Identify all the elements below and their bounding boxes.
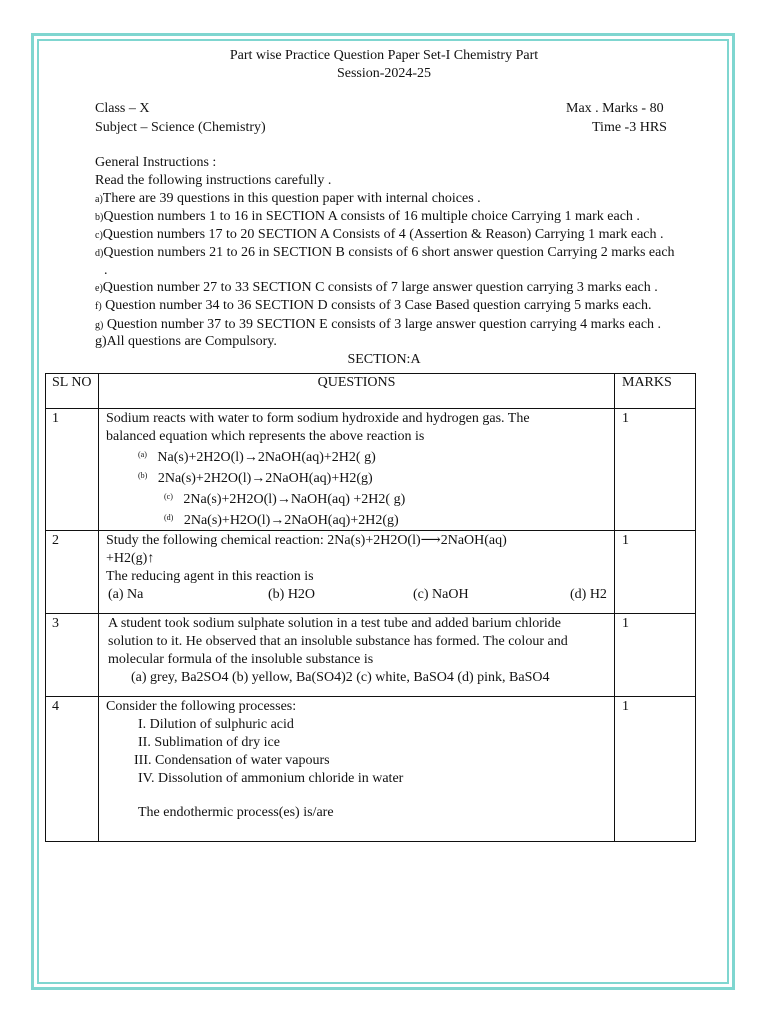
instruction-item (95, 208, 640, 227)
row-sl-no: 2 (46, 531, 99, 614)
class-label: Class – X (95, 101, 150, 116)
question-text: A student took sodium sulphate solution in a test tube and added barium chloride (108, 616, 561, 631)
question-cell (99, 531, 615, 614)
table-row (46, 697, 696, 842)
instruction-text: Question numbers 21 to 26 in SECTION B consists of 6 short answer question Carrying 2 marks each (103, 245, 675, 260)
header-questions: QUESTIONS (99, 374, 615, 409)
instruction-text: Question number 34 to 36 SECTION D consists of 3 Case Based question carrying 5 marks each. (101, 298, 652, 313)
instruction-text: There are 39 questions in this question paper with internal choices . (102, 191, 481, 206)
option-c: (c) NaOH (413, 587, 469, 602)
instructions-intro: Read the following instructions carefully . (95, 173, 332, 188)
question-cell (99, 614, 615, 697)
instruction-continuation: . (104, 263, 108, 278)
paper-title: Part wise Practice Question Paper Set-I Chemistry Part (229, 48, 539, 63)
option-a: (a) Na (108, 587, 144, 602)
process-item: IV. Dissolution of ammonium chloride in water (138, 771, 404, 786)
question-text: +H2(g)↑ (106, 551, 155, 566)
question-text: molecular formula of the insoluble substance is (108, 652, 374, 667)
question-text: Consider the following processes: (106, 699, 297, 714)
process-item: III. Condensation of water vapours (134, 753, 330, 768)
instruction-label: c) (95, 230, 103, 241)
instruction-text: Question numbers 17 to 20 SECTION A Consists of 4 (Assertion & Reason) Carrying 1 mark each . (102, 227, 664, 242)
table-row (46, 409, 696, 531)
instruction-label: d) (95, 248, 104, 259)
instruction-item (95, 297, 651, 316)
instruction-item (95, 279, 658, 298)
table-row (46, 531, 696, 614)
instruction-text: Question numbers 1 to 16 in SECTION A consists of 16 multiple choice Carrying 1 mark each . (103, 209, 640, 224)
question-text: The reducing agent in this reaction is (106, 569, 314, 584)
instruction-text: Question number 27 to 33 SECTION C consists of 7 large answer question carrying 3 marks each . (102, 280, 658, 295)
instructions-heading: General Instructions : (95, 155, 217, 170)
question-text: balanced equation which represents the above reaction is (106, 429, 425, 444)
question-cell (99, 409, 615, 531)
questions-table (45, 373, 696, 842)
question-text: solution to it. He observed that an insoluble substance has formed. The colour and (108, 634, 568, 649)
row-marks: 1 (615, 409, 696, 531)
time-label: Time -3 HRS (592, 120, 667, 135)
table-row (46, 614, 696, 697)
process-item: I. Dilution of sulphuric acid (138, 717, 294, 732)
row-marks: 1 (615, 531, 696, 614)
question-text: The endothermic process(es) is/are (138, 805, 334, 820)
option-d: (d) 2Na(s)+H2O(l)→2NaOH(aq)+2H2(g) (164, 513, 399, 528)
options-row (106, 586, 614, 604)
session-label: Session-2024-25 (336, 66, 432, 81)
instruction-label: f) (95, 301, 102, 312)
instruction-label: a) (95, 194, 103, 205)
row-sl-no: 1 (46, 409, 99, 531)
process-item: II. Sublimation of dry ice (138, 735, 280, 750)
question-text: Sodium reacts with water to form sodium hydroxide and hydrogen gas. The (106, 411, 530, 426)
options-row: (a) grey, Ba2SO4 (b) yellow, Ba(SO4)2 (c) white, BaSO4 (d) pink, BaSO4 (131, 670, 550, 685)
option-b: (b) 2Na(s)+2H2O(l)→2NaOH(aq)+H2(g) (138, 471, 373, 486)
instruction-last: g)All questions are Compulsory. (95, 334, 277, 349)
instruction-label: g) (95, 320, 104, 331)
instruction-item (95, 190, 481, 209)
option-d: (d) H2 (570, 587, 607, 602)
instruction-label: b) (95, 212, 104, 223)
header-sl-no: SL NO (46, 374, 99, 409)
section-title: SECTION:A (347, 352, 421, 367)
table-header-row (46, 374, 696, 409)
question-cell (99, 697, 615, 842)
instruction-item (95, 226, 664, 245)
question-text: Study the following chemical reaction: 2Na(s)+2H2O(l)⟶2NaOH(aq) (106, 533, 507, 548)
header-marks: MARKS (615, 374, 696, 409)
row-sl-no: 4 (46, 697, 99, 842)
row-marks: 1 (615, 614, 696, 697)
option-a: (a) Na(s)+2H2O(l)→2NaOH(aq)+2H2( g) (138, 450, 376, 465)
instruction-text: Question number 37 to 39 SECTION E consists of 3 large answer question carrying 4 marks each . (103, 317, 662, 332)
instruction-label: e) (95, 283, 103, 294)
row-marks: 1 (615, 697, 696, 842)
row-sl-no: 3 (46, 614, 99, 697)
max-marks-label: Max . Marks - 80 (566, 101, 664, 116)
option-b: (b) H2O (268, 587, 316, 602)
option-c: (c) 2Na(s)+2H2O(l)→NaOH(aq) +2H2( g) (164, 492, 406, 507)
instruction-item (95, 244, 675, 263)
subject-label: Subject – Science (Chemistry) (95, 120, 266, 135)
